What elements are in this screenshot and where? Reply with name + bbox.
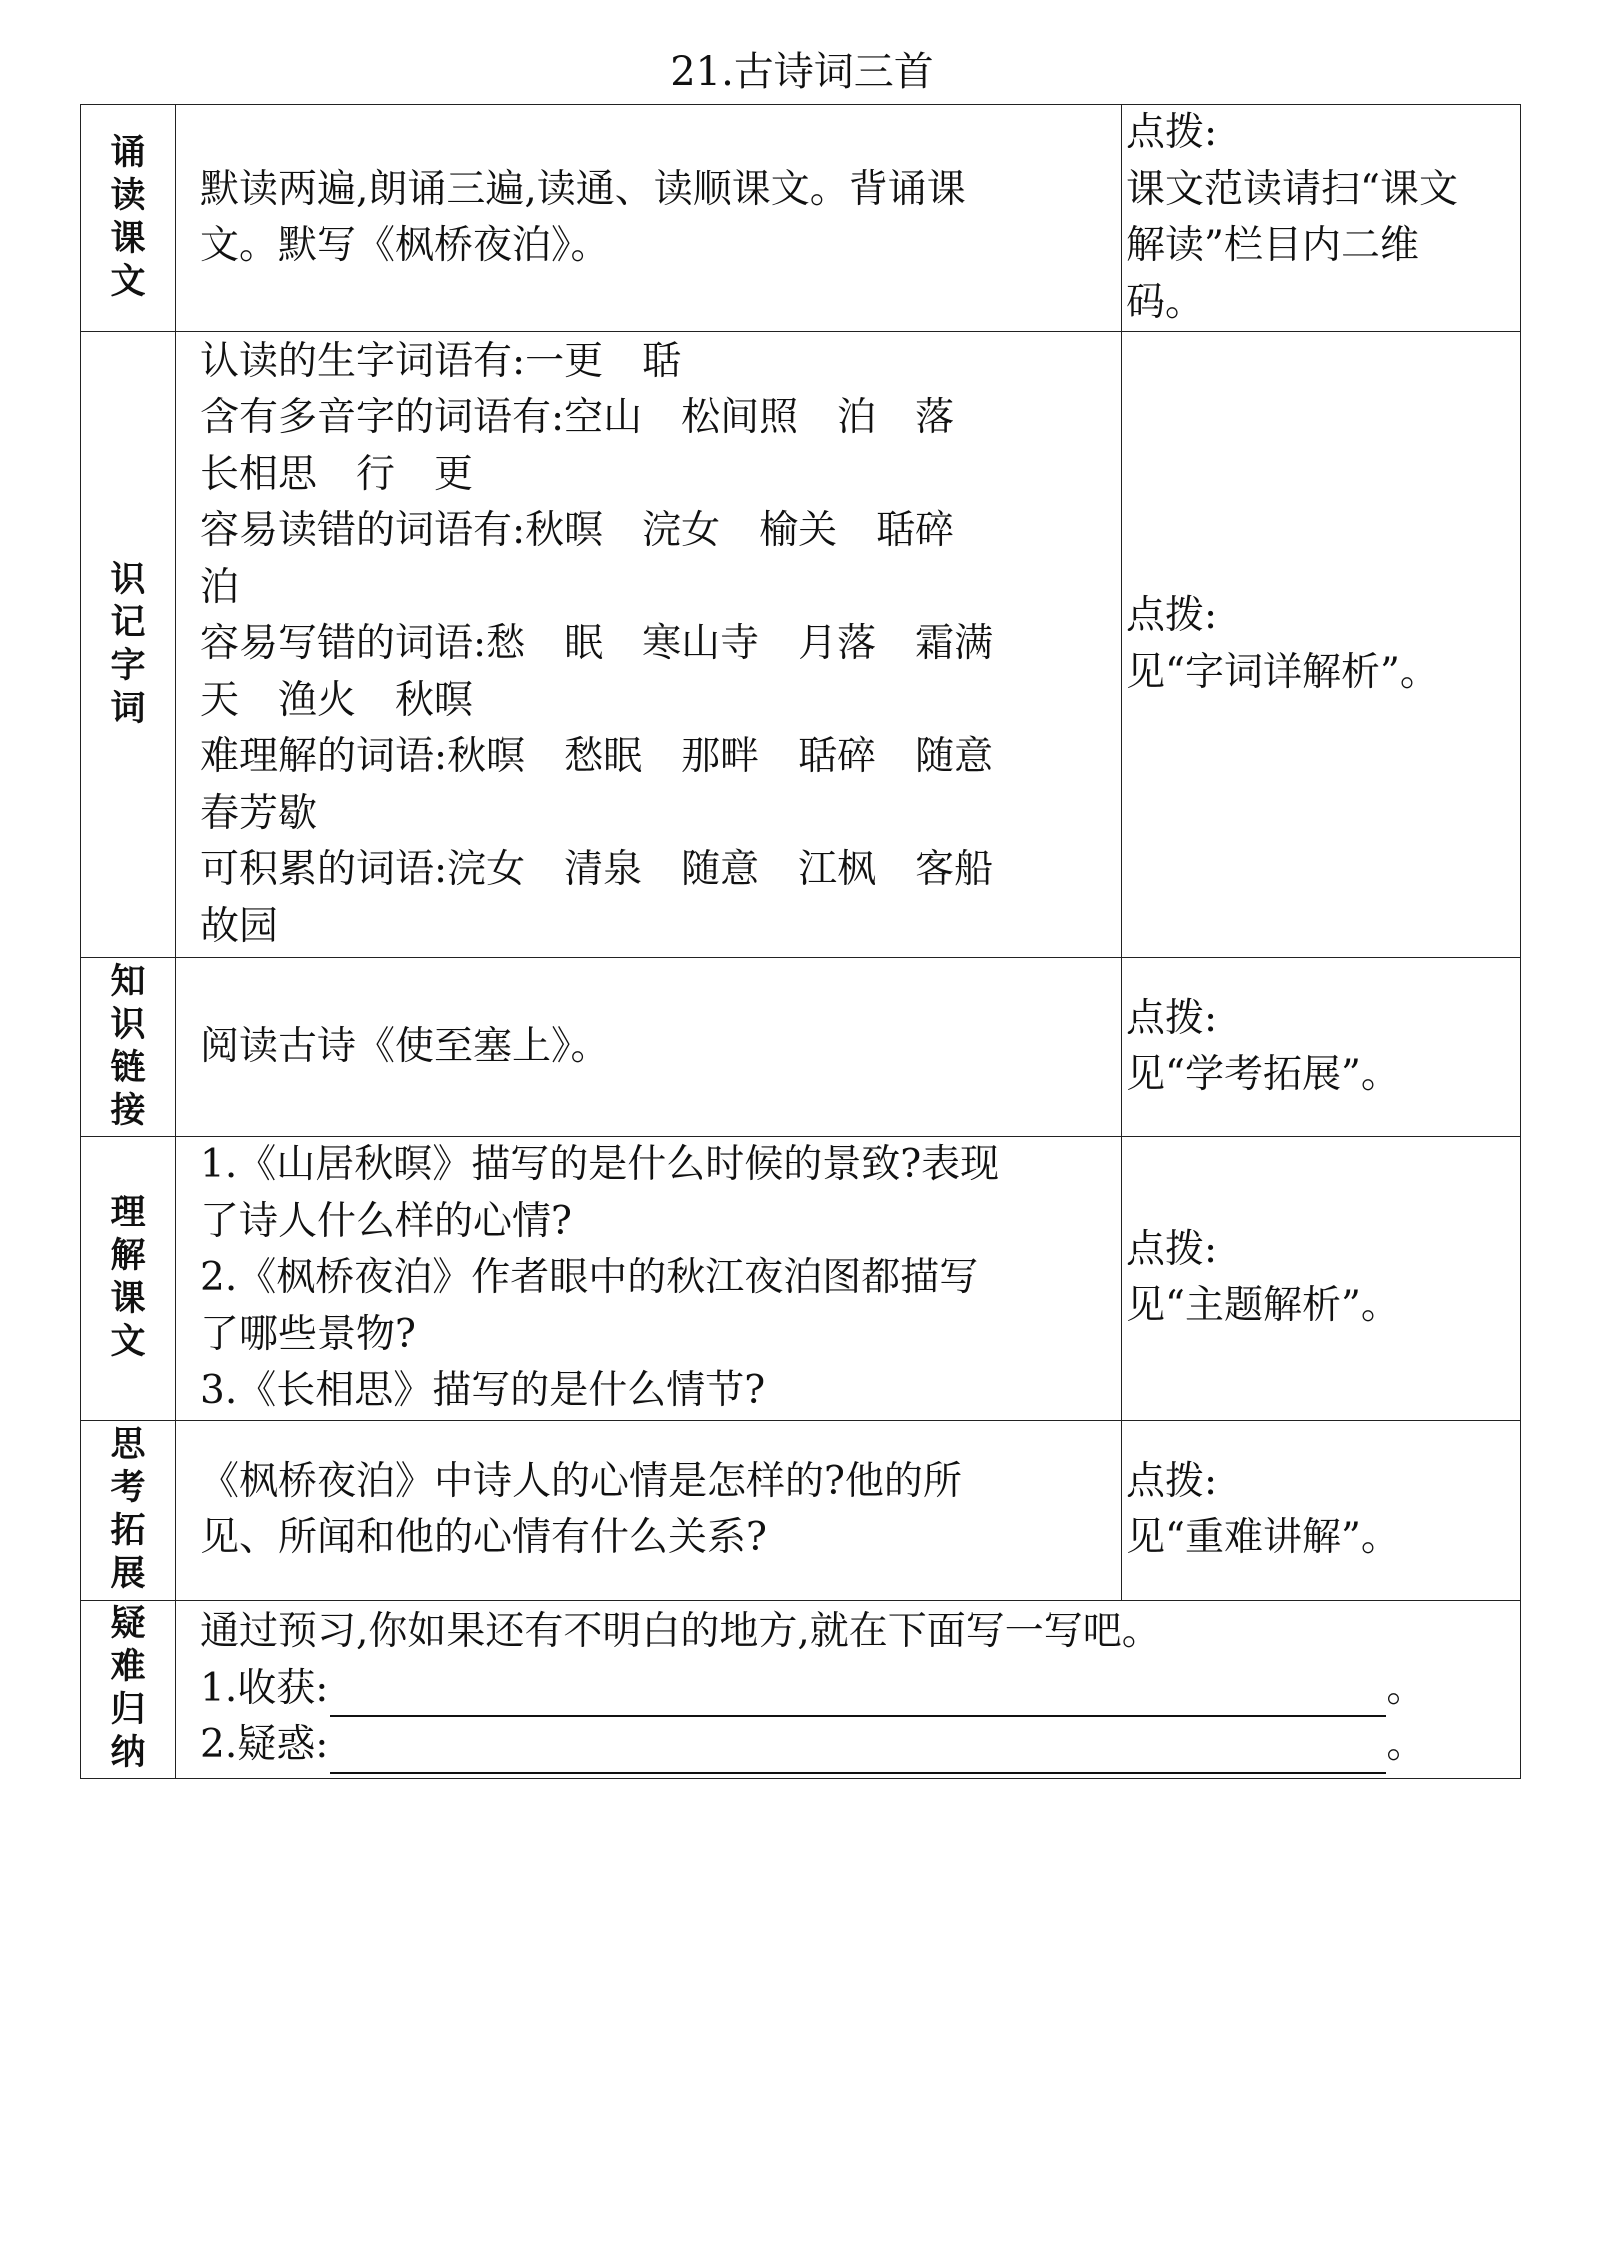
doubts-field: 2.疑惑: 。 xyxy=(200,1717,1498,1774)
row-hint: 点拨: 见“主题解析”。 xyxy=(1122,1137,1521,1421)
table-row-recite-text xyxy=(81,105,1521,332)
table-row-understand-text xyxy=(81,1137,1521,1421)
row-label: 识 记 字 词 xyxy=(81,332,176,958)
row-hint: 点拨: 课文范读请扫“课文 解读”栏目内二维 码。 xyxy=(1122,105,1521,332)
row-hint: 点拨: 见“重难讲解”。 xyxy=(1122,1420,1521,1600)
row-hint: 点拨: 见“学考拓展”。 xyxy=(1122,958,1521,1137)
summary-intro: 通过预习,你如果还有不明白的地方,就在下面写一写吧。 xyxy=(200,1609,1161,1655)
row-content: 阅读古诗《使至塞上》。 xyxy=(176,958,1122,1137)
table-row-think-expand xyxy=(81,1420,1521,1600)
row-content xyxy=(176,1600,1521,1778)
row-label: 思 考 拓 展 xyxy=(81,1420,176,1600)
doubts-write-line[interactable] xyxy=(330,1732,1386,1774)
row-content: 认读的生字词语有:一更 聒 含有多音字的词语有:空山 松间照 泊 落 长相思 行 更 容易读错的词语有:秋暝 浣女 榆关 聒碎 泊 容易写错的词语:愁 眠 寒山寺 月落 霜满 天 渔火 秋暝 难理解的词语:秋暝 愁眠 那畔 聒碎 随意 春芳歇 可积累的词语:浣女 清泉 随意 江枫 客船 故园 xyxy=(176,332,1122,958)
row-label: 知 识 链 接 xyxy=(81,958,176,1137)
row-label: 诵 读 课 文 xyxy=(81,105,176,332)
preview-worksheet-table xyxy=(80,104,1521,1779)
row-content: 默读两遍,朗诵三遍,读通、读顺课文。背诵课 文。默写《枫桥夜泊》。 xyxy=(176,105,1122,332)
row-hint: 点拨: 见“字词详解析”。 xyxy=(1122,332,1521,958)
table-row-memorize-words xyxy=(81,332,1521,958)
row-content: 1.《山居秋暝》描写的是什么时候的景致?表现 了诗人什么样的心情? 2.《枫桥夜泊》作者眼中的秋江夜泊图都描写 了哪些景物? 3.《长相思》描写的是什么情节? xyxy=(176,1137,1122,1421)
row-label: 疑 难 归 纳 xyxy=(81,1600,176,1778)
gains-field: 1.收获: 。 xyxy=(200,1661,1498,1718)
table-row-questions-summary xyxy=(81,1600,1521,1778)
row-content: 《枫桥夜泊》中诗人的心情是怎样的?他的所 见、所闻和他的心情有什么关系? xyxy=(176,1420,1122,1600)
table-row-knowledge-link xyxy=(81,958,1521,1137)
gains-write-line[interactable] xyxy=(330,1675,1386,1717)
page-title: 21.古诗词三首 xyxy=(670,49,934,95)
row-label: 理 解 课 文 xyxy=(81,1137,176,1421)
